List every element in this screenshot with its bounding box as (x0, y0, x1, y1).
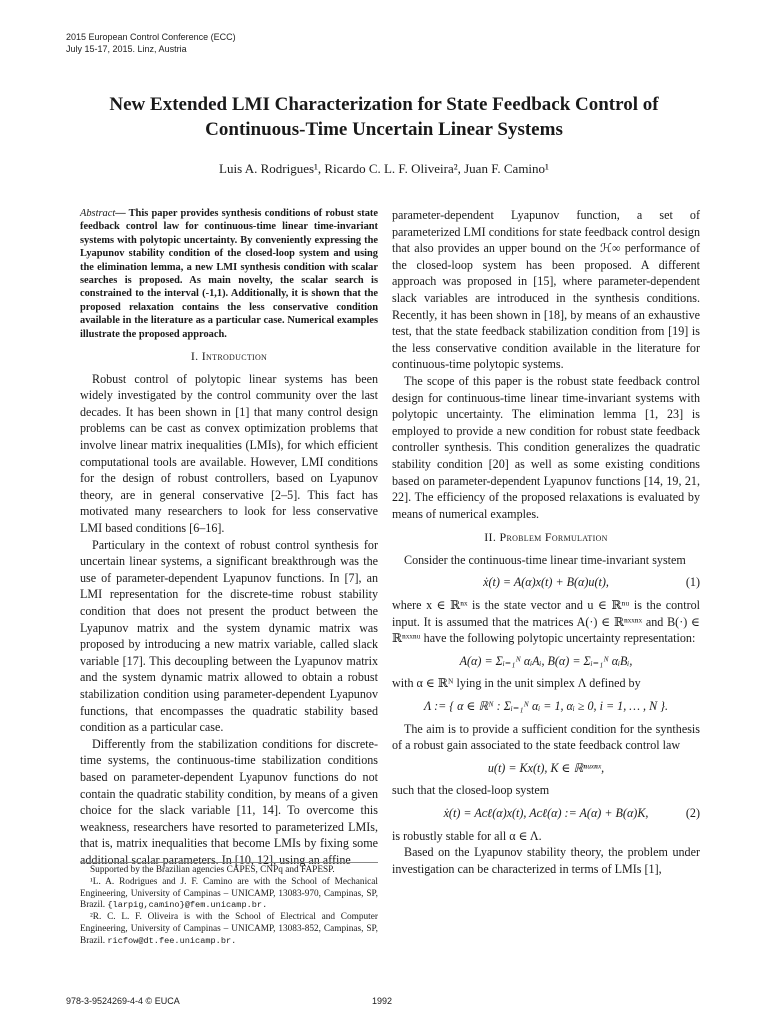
footnote-2-email: ricfow@dt.fee.unicamp.br. (107, 935, 237, 946)
section-numeral: II. (484, 530, 497, 545)
footnote-2-text: ²R. C. L. F. Oliveira is with the School of Electrical and Computer Engineering, University of Campinas – UNICAMP, 13083-852, Campinas, SP, Brazil. (80, 912, 378, 946)
formulation-paragraph-4: The aim is to provide a sufficient condition for the synthesis of a robust gain associated to the state feedback control law (392, 721, 700, 753)
equation-2 (392, 805, 700, 822)
equation-simplex (392, 698, 700, 715)
isbn-footer: 978-3-9524269-4-4 © EUCA (66, 996, 180, 1006)
conference-name: 2015 European Control Conference (ECC) (66, 32, 236, 42)
section-title: Introduction (201, 349, 268, 364)
intro-paragraph-continued: parameter-dependent Lyapunov function, a set of parameterized LMI conditions for state feedback control design that also provides an upper bound on the ℋ∞ performance of the closed-loop system has been proposed. A different approach was proposed in [15], where parameter-dependent slack variables are introduced in the synthesis conditions. Recently, it has been shown in [18], by means of an exhaustive test, that the state feedback stabilization condition from [19] is the less conservative condition available in the literature for continuous-time polytopic systems. (392, 208, 700, 372)
section-numeral: I. (190, 349, 199, 364)
abstract (80, 207, 378, 341)
formulation-paragraph-2: where x ∈ ℝⁿˣ is the state vector and u ∈ ℝⁿᵘ is the control input. It is assumed that the matrices A(·) ∈ ℝⁿˣˣⁿˣ and B(·) ∈ ℝⁿˣˣⁿᵘ have the following polytopic uncertainty representation: (392, 598, 700, 646)
equation-1 (392, 574, 700, 591)
formulation-paragraph-6: is robustly stable for all α ∈ Λ. (392, 828, 542, 843)
title-line-2: Continuous-Time Uncertain Linear Systems (205, 119, 563, 140)
equation-body: A(α) = Σᵢ₌₁ᴺ αᵢAᵢ, B(α) = Σᵢ₌₁ᴺ αᵢBᵢ, (459, 653, 633, 668)
left-column (80, 207, 378, 868)
formulation-paragraph-5: such that the closed-loop system (392, 783, 550, 798)
footnote-2 (80, 912, 378, 947)
scope-paragraph: The scope of this paper is the robust state feedback control design for continuous-time linear time-invariant systems with polytopic uncertainty. The elimination lemma [1, 23] is employed to provide a new condition for robust state feedback controller synthesis. This condition generalizes the quadratic stability condition [20] as well as some existing conditions based on parameter-dependent Lyapunov functions [14, 19, 21, 22]. The efficiency of the proposed relaxations is evaluated by means of numerical examples. (392, 373, 700, 521)
footnotes (80, 862, 378, 948)
intro-paragraph-2: Particulary in the context of robust control synthesis for uncertain linear systems, a significant breakthrough was the use of parameter-dependent Lyapunov functions. In [7], an LMI representation for the discrete-time robust stability condition that does not present the product between the Lyapunov matrix and the system dynamic matrix was proposed by introducing a new matrix variable, called slack variable [17]. This decoupling between the Lyapunov matrix and the system dynamic matrix allowed to obtain a robust stabilization condition using parameter-dependent Lyapunov functions, that encompasses the quadratic stability based condition as a particular case. (80, 537, 378, 735)
section-heading-problem-formulation (392, 529, 700, 546)
intro-paragraph-1: Robust control of polytopic linear systems has been widely investigated by the control community over the last decades. It has been shown in [1] that many control design problems can be cast as convex optimization problems that involve linear matrix inequalities (LMIs), for which efficient computational tools are available. However, LMI conditions for the design of robust controllers, based on Lyapunov theory, are in general conservative [2–5]. This fact has motivated many researchers to look for less conservative LMI based conditions [6–16]. (80, 371, 378, 535)
conference-header (66, 31, 236, 55)
paper-title (60, 92, 708, 142)
formulation-paragraph-1: Consider the continuous-time linear time-invariant system (404, 552, 686, 567)
equation-number: (1) (685, 575, 700, 590)
formulation-paragraph-7: Based on the Lyapunov stability theory, the problem under investigation can be characterized in terms of LMIs [1], (392, 845, 700, 876)
abstract-text: — This paper provides synthesis conditions of robust state feedback control law for continuous-time linear time-invariant systems with polytopic uncertainty. By conveniently expressing the Lyapunov stability condition of the closed-loop system and using the elimination lemma, a new LMI synthesis condition with scalar searches is proposed. As main novelty, the scalar search is constrained to the interval (-1,1). Additionally, it is shown that the proposed relaxation contains the less conservative condition available in the literature as a particular case. Numerical examples illustrate the proposed approach. (80, 208, 378, 340)
equation-number: (2) (685, 806, 700, 820)
section-title: Problem Formulation (499, 530, 608, 545)
intro-paragraph-3: Differently from the stabilization conditions for discrete-time systems, the continuous-time stabilization conditions based on parameter-dependent Lyapunov functions do not contain the quadratic stability condition, by means of a given choice for the slack variable [11, 14]. To overcome this weakness, researchers have resorted to parameterized LMIs, that is, matrix inequalities that become LMIs by fixing some additional scalar parameters. In [10, 12], using an affine (80, 736, 378, 867)
equation-body: ẋ(t) = A(α)x(t) + B(α)u(t), (483, 575, 609, 590)
equation-body: ẋ(t) = Aᴄℓ(α)x(t), Aᴄℓ(α) := A(α) + B(α)K, (443, 806, 649, 820)
footnote-1-text: ¹L. A. Rodrigues and J. F. Camino are with the School of Mechanical Engineering, University of Campinas – UNICAMP, 13083-970, Campinas, SP, Brazil. (80, 876, 378, 911)
conference-date-place: July 15-17, 2015. Linz, Austria (66, 44, 187, 54)
footnote-funding: Supported by the Brazilian agencies CAPES, CNPq and FAPESP. (90, 865, 335, 875)
equation-body: u(t) = Kx(t), K ∈ ℝⁿᵘˣⁿˣ, (487, 760, 605, 775)
equation-body: Λ := { α ∈ ℝᴺ : Σᵢ₌₁ᴺ αᵢ = 1, αᵢ ≥ 0, i = 1, … , N }. (423, 699, 669, 714)
abstract-label: Abstract (80, 208, 116, 219)
section-heading-introduction (80, 348, 378, 365)
footnote-1 (80, 877, 378, 912)
equation-control-law (392, 760, 700, 777)
footnote-1-email: {larpig,camino}@fem.unicamp.br. (107, 900, 268, 911)
equation-polytopic (392, 653, 700, 670)
title-line-1: New Extended LMI Characterization for State Feedback Control of (109, 94, 659, 115)
formulation-paragraph-3: with α ∈ ℝᴺ lying in the unit simplex Λ defined by (392, 676, 641, 691)
page-number: 1992 (372, 996, 393, 1006)
right-column (392, 207, 700, 877)
author-list: Luis A. Rodrigues¹, Ricardo C. L. F. Oliveira², Juan F. Camino¹ (219, 161, 549, 176)
